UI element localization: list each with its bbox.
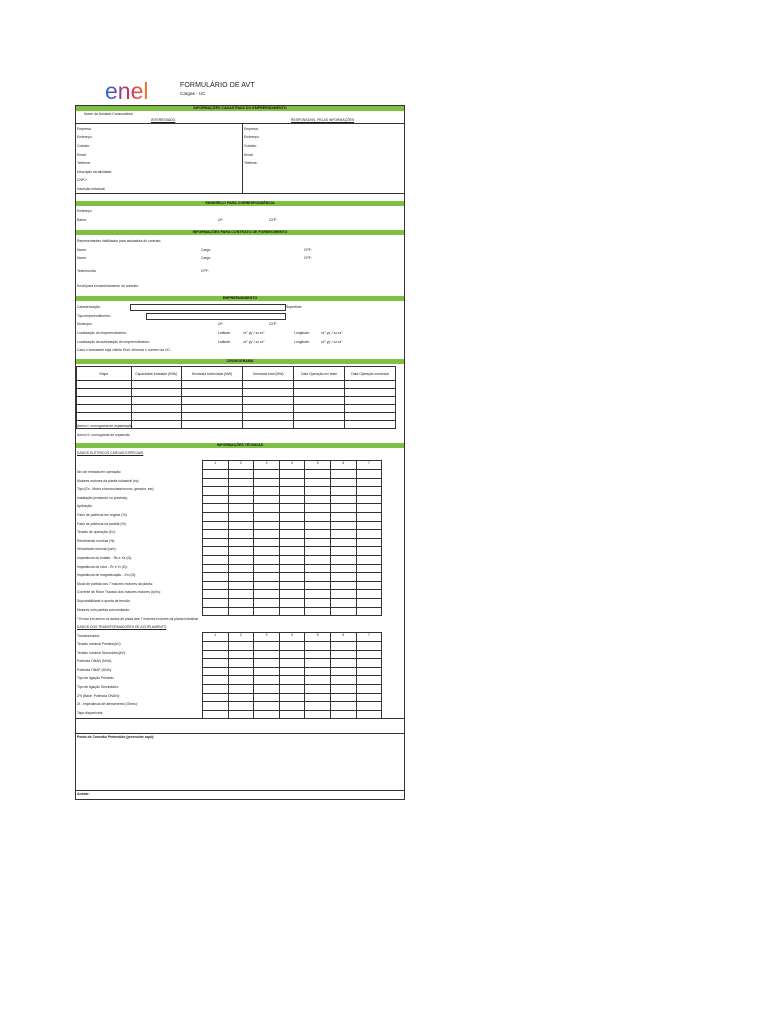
long1-value: xx° yy' / zz.zz" [321, 331, 343, 335]
row-label: Nro de entrada em operação: [77, 470, 122, 474]
col-number-text: 6 [342, 461, 345, 466]
resp-email-label: Email: [244, 153, 254, 157]
caracterizacao-field[interactable] [130, 304, 286, 311]
row-label: Tipo de ligação Primário: [77, 676, 115, 681]
motores-note: * Enviar em anexo os dados de placa das 7 maiores motores da planta industrial [77, 617, 199, 621]
form-title: FORMULÁRIO DE AVT [180, 82, 255, 89]
testemunha-label: Testemunha: [77, 269, 97, 273]
caracterizacao-label: Caracterização: [77, 305, 101, 309]
col-demanda-adic: Demanda Adicionada (MW) [181, 367, 243, 381]
telefone-label: Telefone: [77, 161, 91, 165]
table-row[interactable] [77, 397, 396, 405]
inscricao-label: Inscrição estadual: [77, 187, 106, 191]
table-row[interactable] [77, 405, 396, 413]
col-number-text: 1 [214, 633, 217, 638]
endereco-label: Endereço: [77, 135, 93, 139]
section-contrato: INFORMAÇÕES PARA CONTRATO DE FORNECIMENTO [76, 230, 404, 235]
value-cell[interactable] [330, 607, 357, 617]
email-label: Email: [77, 153, 87, 157]
cpf1-label: CPF: [304, 248, 312, 252]
long1-label: Longitude: [294, 331, 310, 335]
emp-cep-label: CEP: [269, 322, 277, 326]
resp-contato-label: Contato: [244, 144, 257, 148]
row-label: Potência ONAN (MVA): [77, 659, 113, 664]
row-label: Tapo disponíveis: [77, 710, 104, 715]
lat2-value: xx° yy' / zz.zz" [243, 340, 265, 344]
col-op-teste: Data Operação em teste [294, 367, 345, 381]
section-tecnicas: INFORMAÇÕES TÉCNICAS [76, 443, 404, 448]
long2-label: Longitude: [294, 340, 310, 344]
row-label: Potência ONAF (MVA): [77, 667, 112, 672]
row-label: Rendimento nominal (%): [77, 538, 116, 543]
lat1-label: Latitude: [218, 331, 232, 335]
value-cell[interactable] [202, 607, 229, 617]
section-cronograma: CRONOGRAMA [76, 359, 404, 364]
row-label: Velocidade nominal (rpm): [77, 547, 117, 552]
value-cell[interactable] [279, 607, 306, 617]
row-label: Aplicação: [77, 504, 93, 509]
bairro-label: Bairro: [77, 218, 87, 222]
ponto-conexao-field[interactable] [76, 740, 404, 789]
row-label: Tensão de operação (kV): [77, 530, 116, 535]
emp-uf-label: UF: [218, 322, 224, 326]
section-empreendimento: EMPREENDIMENTO [76, 296, 404, 301]
lat1-value: xx° yy' / zz.zz" [243, 331, 265, 335]
col-number-text: 5 [316, 461, 319, 466]
row-label: Fator de potência em regime (%): [77, 513, 128, 517]
nome2-label: Nome: [77, 256, 87, 260]
col-number-text: 7 [367, 633, 370, 638]
col-etapa: Etapa [77, 367, 132, 381]
row-label: Modo de partida dos 7 maiores motores da planta: [77, 581, 153, 586]
col-number-text: 1 [214, 461, 217, 466]
col-number-text: 2 [239, 633, 242, 638]
value-cell[interactable] [228, 607, 255, 617]
logo-text: enel [105, 78, 149, 104]
row-label: Motores com partida concomitante: [77, 607, 130, 612]
cronograma-table [76, 366, 396, 429]
avt-form [75, 105, 405, 800]
dados-trafo-label: DADOS DOS TRANSFORMADORES DE ACOPLAMENTO [77, 625, 167, 629]
existente-label: Caso o acessante seja cliente Enel, informar o número da UC: [77, 348, 171, 352]
row-label: Zt - Impedância de aterramento (Ohms): [77, 702, 138, 707]
form-subtitle: Cargas - UC [180, 91, 206, 96]
endereco-corresp-label: Endereço: [77, 209, 93, 213]
value-cell[interactable] [304, 607, 331, 617]
municipio-label: Município: [77, 322, 93, 326]
uf-label: UF: [218, 218, 224, 222]
contato-label: Contato: [77, 144, 90, 148]
row-label: Suportabilidade à queda de tensão: [77, 599, 131, 603]
value-cell[interactable] [253, 607, 280, 617]
row-label: Impedância do estator - Rs e Xs (Ω): [77, 556, 133, 560]
resp-empresa-label: Empresa: [244, 127, 259, 131]
responsavel-label: RESPONSÁVEL PELAS INFORMAÇÕES [291, 118, 355, 122]
cargo2-label: Cargo: [201, 256, 212, 260]
interessado-label: INTERESSADO [151, 118, 176, 122]
nome1-label: Nome: [77, 248, 87, 252]
row-label: Impedância do rotor - Rr e Xr (Ω): [77, 564, 128, 569]
nome-uc-label: Nome da Unidade Consumidora: [84, 112, 134, 116]
value-cell[interactable] [356, 607, 383, 617]
resp-endereco-label: Endereço: [244, 135, 260, 139]
section-endereco: ENDEREÇO PARA CORRESPONDÊNCIA [76, 201, 404, 206]
col-number-text: 4 [291, 461, 294, 466]
row-label: Instalação (existente ou prevista): [77, 495, 128, 500]
col-demanda-total: Demanda total (MW) [243, 367, 294, 381]
table-row[interactable] [77, 381, 396, 389]
long2-value: xx° yy' / zz.zz" [321, 340, 343, 344]
row-label: Tipo (Ex.: Motor síncrono/assíncrono, gerador, etc): [77, 487, 155, 492]
anexo1-note: Anexo I: cronograma de implantação [77, 424, 133, 428]
row-label: Tensão nominal Primário(kV): [77, 642, 122, 646]
col-number-text: 7 [367, 461, 370, 466]
resp-telefone-label: Telefone: [244, 161, 258, 165]
col-number-text: 3 [265, 461, 268, 466]
table-row[interactable] [77, 413, 396, 421]
cpf2-label: CPF: [304, 256, 312, 260]
col-number-text: 6 [342, 633, 345, 638]
tipo-label: Tipo empreendimento: [77, 314, 111, 318]
loc-sub-label: Localização da subestação do empreendimento: [77, 340, 150, 344]
col-op-comercial: Data Operação comercial [345, 367, 396, 381]
dados-cargas-label: DADOS ELÉTRICOS CARGAS ESPECIAIS [77, 451, 144, 455]
cnpj-label: CNPJ: [77, 178, 87, 182]
section-cadastrais: INFORMAÇÕES CADASTRAIS DO EMPREENDIMENTO [76, 106, 404, 111]
row-label: Z% (Base: Potência ONAN): [77, 693, 120, 698]
cep-label: CEP: [269, 218, 277, 222]
trafo-label: Transformador: [77, 634, 101, 638]
ponto-conexao-label: Ponto de Conexão Pretendido (preencher aqui): [77, 735, 155, 739]
anexo2-note: Anexo II: cronograma de expansão [77, 433, 130, 437]
col-capacidade: Capacidade instalada (MVA) [131, 367, 181, 381]
atividade-label: Descrição da atividade: [77, 170, 113, 174]
tipo-field[interactable] [146, 313, 286, 320]
col-number-text: 5 [316, 633, 319, 638]
col-number-text: 4 [291, 633, 294, 638]
enel-logo [104, 78, 162, 104]
representantes-label: Representantes habilitados para assinatura do contrato: [77, 239, 162, 243]
cpf3-label: CPF: [201, 269, 209, 273]
cargo1-label: Cargo: [201, 248, 212, 252]
lat2-label: Latitude: [218, 340, 232, 344]
row-label: Motores motores da planta industrial (cv): [77, 478, 140, 483]
row-label: Corrente de Rotor Travado dos maiores motores (Ip/In): [77, 590, 161, 595]
row-label: Impedância de magnetização - Xm (Ω): [77, 573, 137, 578]
loc-emp-label: Localização do empreendimento: [77, 331, 127, 335]
col-number-text: 3 [265, 633, 268, 638]
anexar-label: Anexar: [77, 792, 90, 796]
row-label: Tensão nominal Secundário(kV): [77, 650, 127, 655]
empresa-label: Empresa: [77, 127, 92, 131]
table-row[interactable] [77, 389, 396, 397]
email-contrato-label: Email para encaminhamento do contrato: [77, 284, 140, 288]
row-label: Fator de potência na partida (%): [77, 521, 127, 526]
superficie-label: Superfície: [286, 305, 303, 309]
col-number-text: 2 [239, 461, 242, 466]
row-label: Tipo de ligação Secundário: [77, 685, 119, 689]
